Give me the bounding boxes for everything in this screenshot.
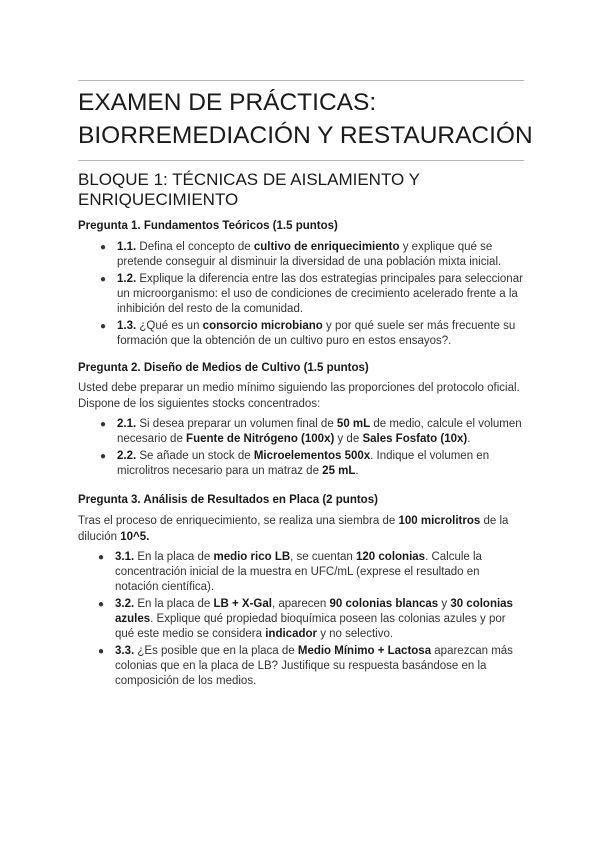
list-item: ● 1.1. Defina el concepto de cultivo de enriquecimiento y explique qué se pretende conseguir al disminuir la diversidad de una población mixta inicial. <box>100 241 502 268</box>
bullet-icon: ● <box>100 419 107 430</box>
block-heading-line1: BLOQUE 1: TÉCNICAS DE AISLAMIENTO Y <box>78 170 421 189</box>
bullet-icon: ● <box>100 321 107 332</box>
list-item: ● 2.1. Si desea preparar un volumen final de 50 mL de medio, calcule el volumen necesario de Fuente de Nitrógeno (100x) y de Sales Fosfato (10x). <box>100 418 522 445</box>
question-2-heading: Pregunta 2. Diseño de Medios de Cultivo (1.5 puntos) <box>78 362 369 374</box>
question-2-intro: Usted debe preparar un medio mínimo siguiendo las proporciones del protocolo oficial. Dispone de los siguientes stocks concentrados: <box>78 382 520 410</box>
question-3-list <box>98 550 518 691</box>
list-item: ● 2.2. Se añade un stock de Microelementos 500x. Indique el volumen en microlitros necesario para un matraz de 25 mL. <box>100 450 490 477</box>
bullet-icon: ● <box>100 242 107 253</box>
question-2-list <box>100 417 527 481</box>
exam-title <box>78 86 538 152</box>
question-1-heading: Pregunta 1. Fundamentos Teóricos (1.5 puntos) <box>78 220 338 232</box>
bullet-icon: ● <box>98 599 105 610</box>
question-3-intro: Tras el proceso de enriquecimiento, se realiza una siembra de 100 microlitros de la dilución 10^5. <box>78 515 509 543</box>
question-1-list <box>100 240 527 351</box>
block-heading <box>78 170 528 210</box>
question-3-heading: Pregunta 3. Análisis de Resultados en Placa (2 puntos) <box>78 494 378 506</box>
title-divider <box>78 160 524 161</box>
exam-title-line2: BIORREMEDIACIÓN Y RESTAURACIÓN <box>78 122 533 149</box>
list-item: ● 3.3. ¿Es posible que en la placa de Medio Mínimo + Lactosa aparezcan más colonias que en la placa de LB? Justifique su respuesta basándose en la composición de los medios. <box>98 645 513 687</box>
bullet-icon: ● <box>98 646 105 657</box>
bullet-icon: ● <box>98 552 105 563</box>
bullet-icon: ● <box>100 274 107 285</box>
list-item: ● 1.2. Explique la diferencia entre las dos estrategias principales para seleccionar un microorganismo: el uso de condiciones de crecimiento acelerado frente a la inhibición del resto de la comunidad. <box>100 273 523 315</box>
list-item: ● 1.3. ¿Qué es un consorcio microbiano y por qué suele ser más frecuente su formación que la obtención de un cultivo puro en estos ensayos?. <box>100 320 516 347</box>
exam-title-line1: EXAMEN DE PRÁCTICAS: <box>78 89 377 116</box>
top-divider <box>78 80 524 81</box>
list-item: ● 3.2. En la placa de LB + X-Gal, aparecen 90 colonias blancas y 30 colonias azules. Explique qué propiedad bioquímica poseen las colonias azules y por qué este medio se considera indicador y no selectivo. <box>98 598 513 640</box>
list-item: ● 3.1. En la placa de medio rico LB, se cuentan 120 colonias. Calcule la concentración inicial de la muestra en UFC/mL (exprese el resultado en notación científica). <box>98 551 482 593</box>
block-heading-line2: ENRIQUECIMIENTO <box>78 190 239 209</box>
bullet-icon: ● <box>100 451 107 462</box>
